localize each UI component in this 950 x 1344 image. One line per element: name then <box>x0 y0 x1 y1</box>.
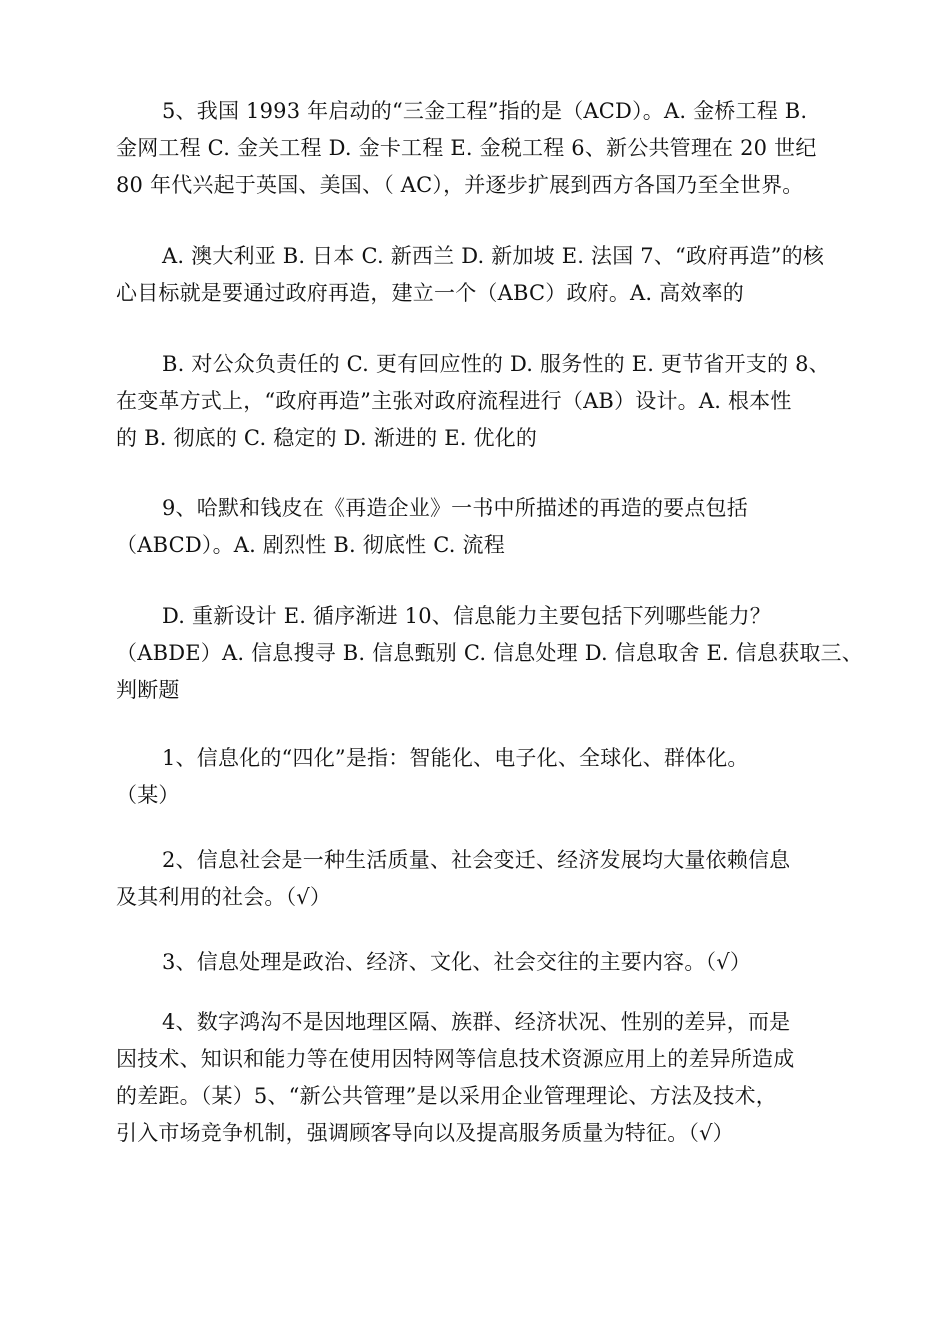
text-line: 5、我国 1993 年启动的“三金工程”指的是（ACD）。A. 金桥工程 B. <box>162 99 808 123</box>
paragraph-judge-1 <box>116 740 836 814</box>
text-line: 及其利用的社会。（√） <box>116 885 332 909</box>
paragraph-judge-2 <box>116 842 836 916</box>
text-line: A. 澳大利亚 B. 日本 C. 新西兰 D. 新加坡 E. 法国 7、“政府再造”的核 <box>162 244 825 268</box>
paragraph-judge-3 <box>116 944 836 981</box>
text-line: 1、信息化的“四化”是指：智能化、电子化、全球化、群体化。 <box>162 746 749 770</box>
text-line: 9、哈默和钱皮在《再造企业》一书中所描述的再造的要点包括 <box>162 496 748 520</box>
text-line: 的 B. 彻底的 C. 稳定的 D. 渐进的 E. 优化的 <box>116 426 538 450</box>
paragraph-q6-q7 <box>116 238 836 312</box>
text-line: B. 对公众负责任的 C. 更有回应性的 D. 服务性的 E. 更节省开支的 8、 <box>162 352 830 376</box>
text-line: 引入市场竞争机制，强调顾客导向以及提高服务质量为特征。（√） <box>116 1121 734 1145</box>
text-line: （ABCD）。A. 剧烈性 B. 彻底性 C. 流程 <box>116 533 505 557</box>
text-line: 因技术、知识和能力等在使用因特网等信息技术资源应用上的差异所造成 <box>116 1047 795 1071</box>
text-line: 判断题 <box>116 678 180 702</box>
text-line: 金网工程 C. 金关工程 D. 金卡工程 E. 金税工程 6、新公共管理在 20 世纪 <box>116 136 817 160</box>
text-line: 3、信息处理是政治、经济、文化、社会交往的主要内容。（√） <box>162 950 752 974</box>
text-line: 在变革方式上，“政府再造”主张对政府流程进行（AB）设计。A. 根本性 <box>116 389 792 413</box>
text-line: （ABDE）A. 信息搜寻 B. 信息甄别 C. 信息处理 D. 信息取舍 E. 信息获取三、 <box>116 641 863 665</box>
paragraph-q5-q6 <box>116 93 836 204</box>
paragraph-q7-q8 <box>116 346 836 457</box>
paragraph-q10 <box>116 598 863 709</box>
text-line: 80 年代兴起于英国、美国、（ AC），并逐步扩展到西方各国乃至全世界。 <box>116 173 804 197</box>
text-line: D. 重新设计 E. 循序渐进 10、信息能力主要包括下列哪些能力？ <box>162 604 771 628</box>
text-line: 心目标就是要通过政府再造，建立一个（ABC）政府。A. 高效率的 <box>116 281 744 305</box>
text-line: 4、数字鸿沟不是因地理区隔、族群、经济状况、性别的差异，而是 <box>162 1010 791 1034</box>
text-line: 2、信息社会是一种生活质量、社会变迁、经济发展均大量依赖信息 <box>162 848 791 872</box>
paragraph-q9 <box>116 490 836 564</box>
text-line: 的差距。（某）5、“新公共管理”是以采用企业管理理论、方法及技术， <box>116 1084 777 1108</box>
paragraph-judge-4-5 <box>116 1004 836 1152</box>
text-line: （某） <box>116 783 180 807</box>
